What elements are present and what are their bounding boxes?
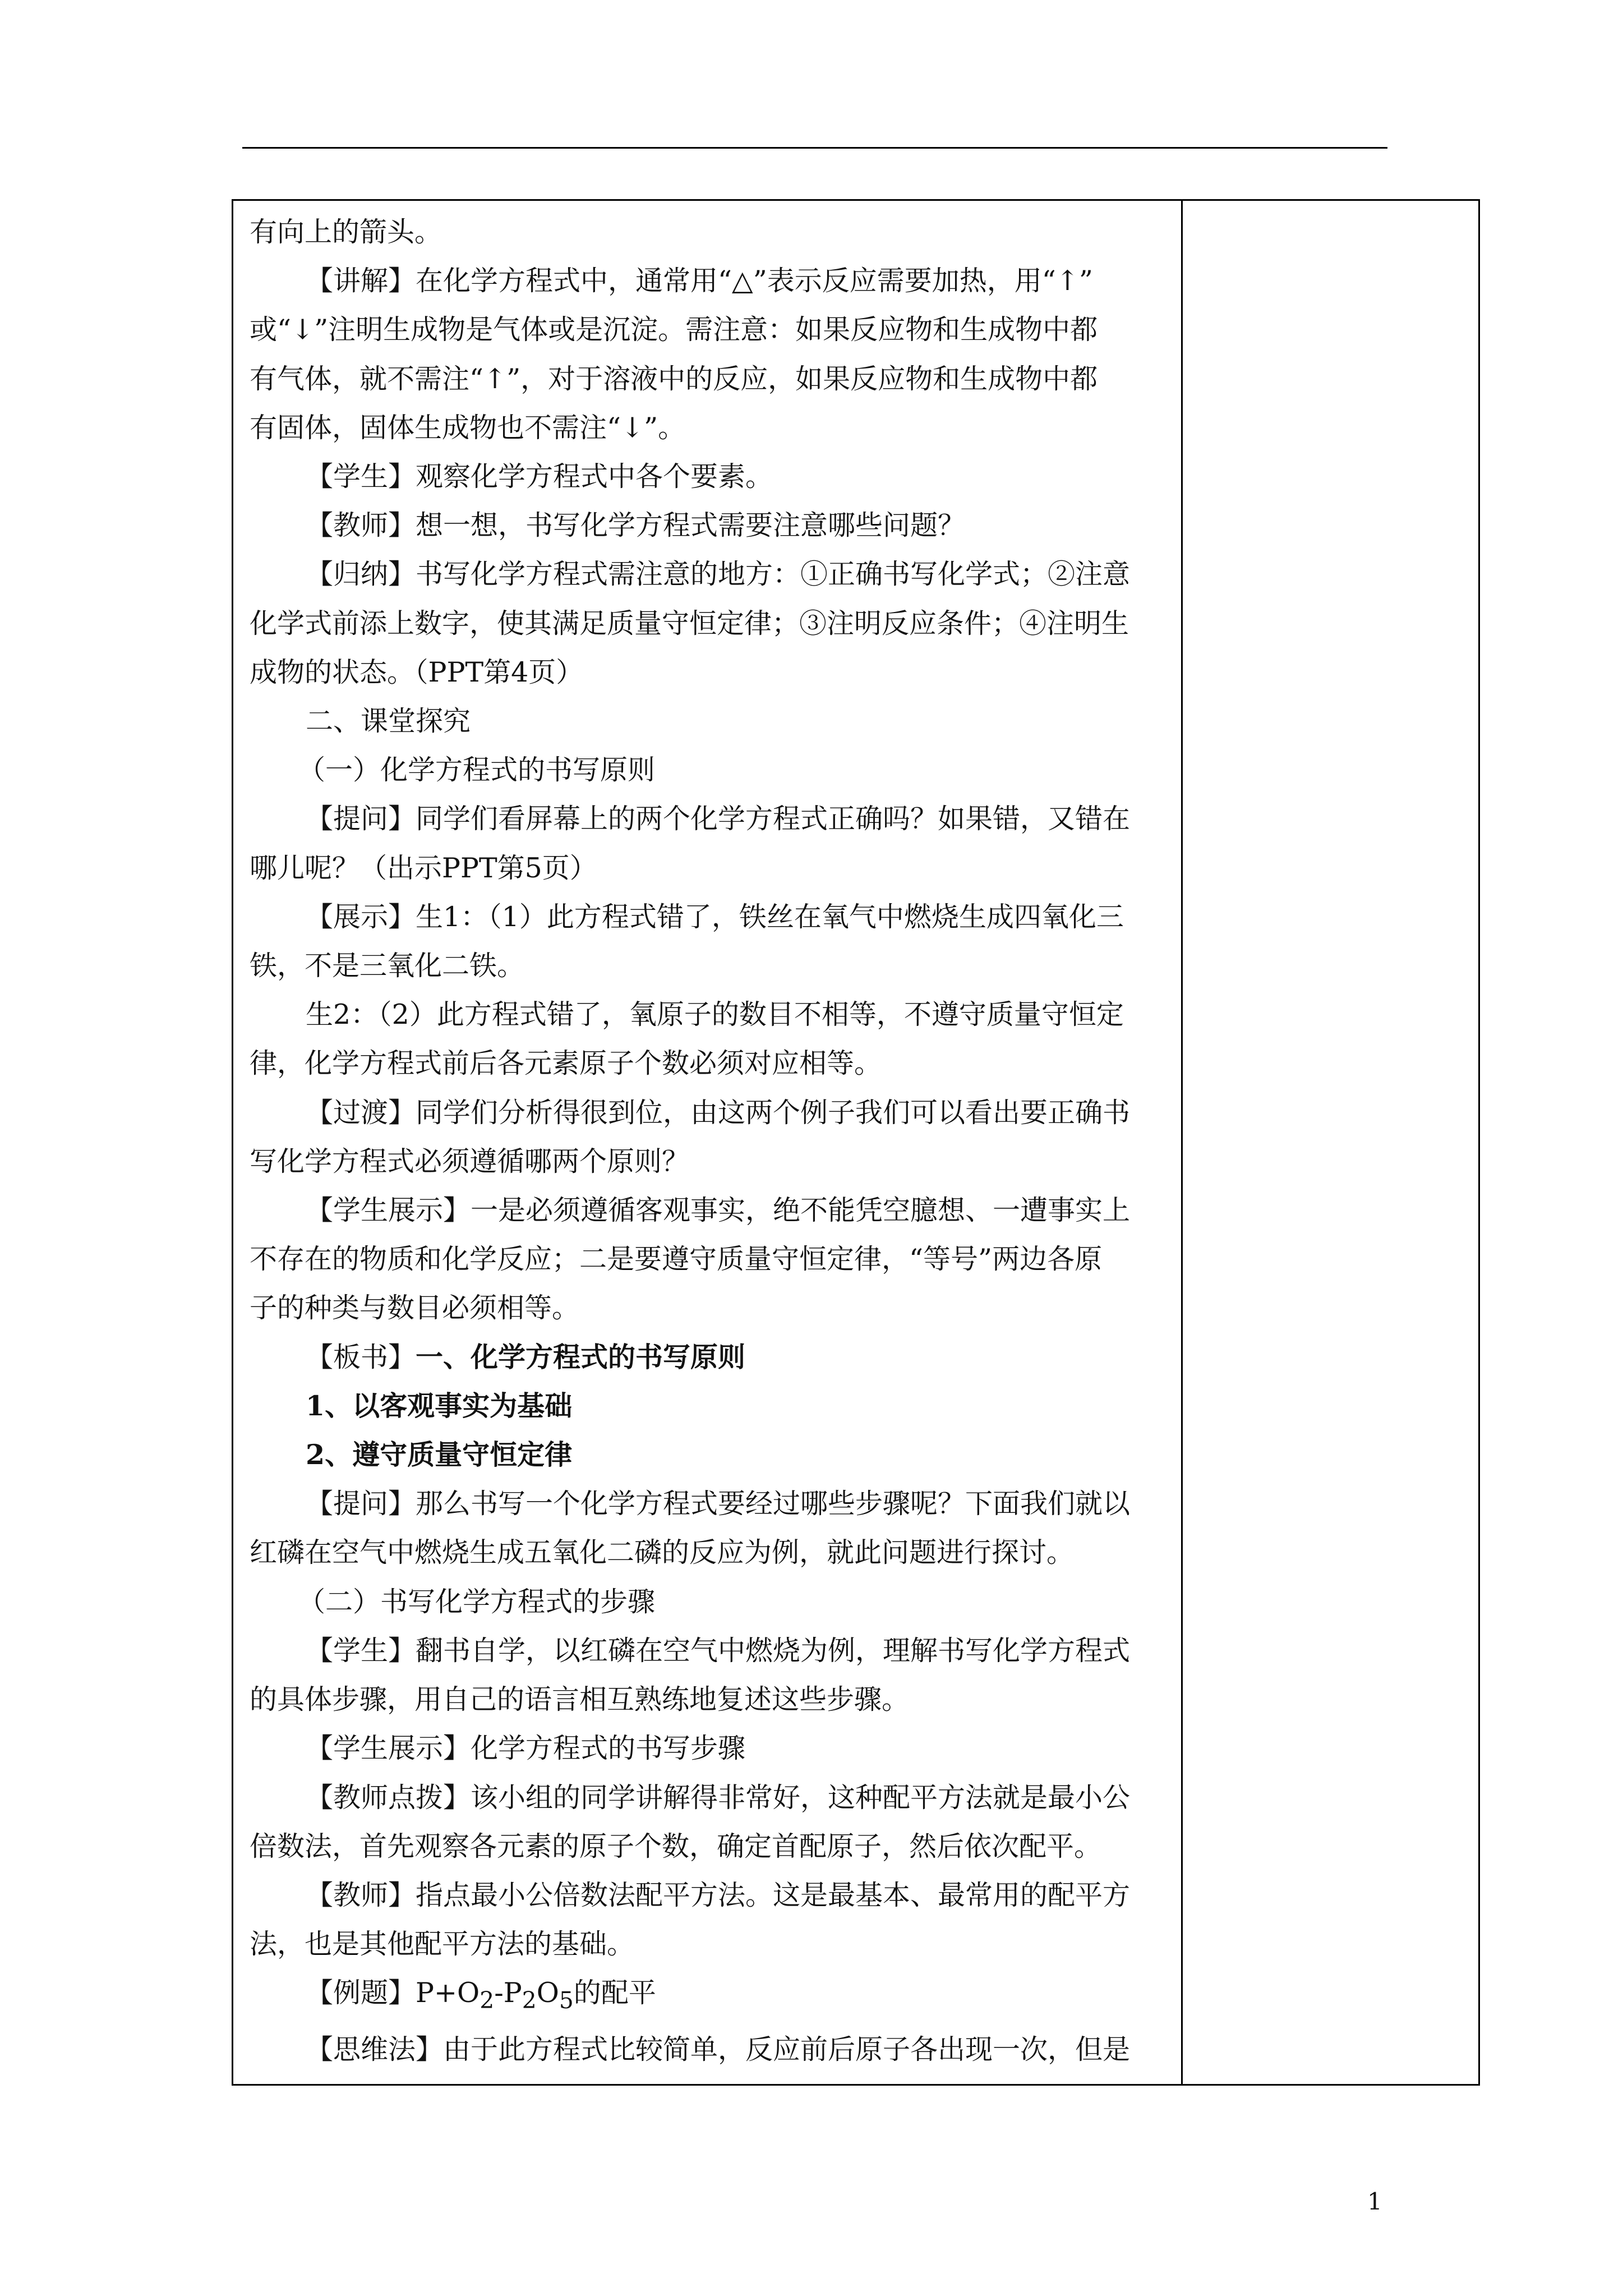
text-line: 【学生展示】一是必须遵循客观事实，绝不能凭空臆想、一遭事实上	[306, 1194, 1131, 1227]
text-line: 哪儿呢？（出示PPT第5页）	[250, 852, 597, 884]
text-line: 子的种类与数目必须相等。	[250, 1292, 580, 1324]
board-heading	[250, 1333, 1175, 1382]
equation	[416, 1977, 574, 2014]
text-line: 【过渡】同学们分析得很到位，由这两个例子我们可以看出要正确书	[306, 1096, 1131, 1129]
subsection-heading: （二）书写化学方程式的步骤	[298, 1585, 656, 1618]
board-title: 一、化学方程式的书写原则	[416, 1340, 746, 1373]
text-line: 铁，不是三氧化二铁。	[250, 950, 525, 982]
text-line: 【思维法】由于此方程式比较简单，反应前后原子各出现一次，但是	[306, 2033, 1131, 2066]
subscript: 2	[522, 1987, 537, 2014]
header-rule	[242, 147, 1387, 149]
text-line: 或“↓”注明生成物是气体或是沉淀。需注意：如果反应物和生成物中都	[250, 314, 1098, 346]
text-line: 倍数法，首先观察各元素的原子个数，确定首配原子，然后依次配平。	[250, 1830, 1102, 1862]
text-line: 成物的状态。（PPT第4页）	[250, 656, 584, 688]
section-heading: 二、课堂探究	[306, 705, 471, 738]
page-number: 1	[1367, 2188, 1382, 2215]
lesson-content	[250, 208, 1175, 2074]
board-point: 2、遵守质量守恒定律	[306, 1438, 573, 1471]
board-point: 1、以客观事实为基础	[306, 1389, 573, 1422]
subsection-heading: （一）化学方程式的书写原则	[298, 754, 656, 786]
equation-part: -P	[494, 1977, 522, 2009]
text-line: 有向上的箭头。	[250, 216, 442, 248]
text-line: 红磷在空气中燃烧生成五氧化二磷的反应为例，就此问题进行探讨。	[250, 1536, 1075, 1569]
text-line: 的具体步骤，用自己的语言相互熟练地复述这些步骤。	[250, 1683, 910, 1716]
text-line: 【提问】同学们看屏幕上的两个化学方程式正确吗？如果错，又错在	[306, 803, 1131, 835]
equation-part: P+O	[416, 1977, 480, 2009]
text-line: 有固体，固体生成物也不需注“↓”。	[250, 411, 686, 444]
text-line: 有气体，就不需注“↑”，对于溶液中的反应，如果反应物和生成物中都	[250, 362, 1098, 395]
text-line: 化学式前添上数字，使其满足质量守恒定律；③注明反应条件；④注明生	[250, 607, 1129, 639]
example-line	[250, 1968, 1175, 2025]
text-line: 【教师点拨】该小组的同学讲解得非常好，这种配平方法就是最小公	[306, 1781, 1131, 1814]
text-line: 【学生展示】化学方程式的书写步骤	[306, 1732, 746, 1765]
text-line: 【展示】生1：（1）此方程式错了，铁丝在氧气中燃烧生成四氧化三	[306, 900, 1124, 933]
text-line: 【教师】指点最小公倍数法配平方法。这是最基本、最常用的配平方	[306, 1879, 1131, 1911]
board-tag: 【板书】	[306, 1341, 416, 1373]
text-line: 【学生】翻书自学，以红磷在空气中燃烧为例，理解书写化学方程式	[306, 1634, 1131, 1667]
text-line: 【讲解】在化学方程式中，通常用“△”表示反应需要加热，用“↑”	[306, 265, 1093, 297]
equation-part: O	[536, 1977, 559, 2009]
subscript: 2	[479, 1987, 495, 2014]
text-line: 不存在的物质和化学反应；二是要遵守质量守恒定律，“等号”两边各原	[250, 1243, 1103, 1276]
text-line: 律，化学方程式前后各元素原子个数必须对应相等。	[250, 1047, 882, 1080]
text-line: 【教师】想一想，书写化学方程式需要注意哪些问题？	[306, 509, 966, 542]
lesson-table	[232, 199, 1480, 2086]
column-divider	[1181, 201, 1183, 2084]
example-tag: 【例题】	[306, 1977, 416, 2009]
text-line: 【归纳】书写化学方程式需注意的地方：①正确书写化学式；②注意	[306, 558, 1131, 591]
text-line: 【提问】那么书写一个化学方程式要经过哪些步骤呢？下面我们就以	[306, 1488, 1131, 1520]
example-tail: 的配平	[573, 1977, 656, 2009]
subscript: 5	[559, 1987, 574, 2014]
text-line: 生2：（2）此方程式错了，氧原子的数目不相等，不遵守质量守恒定	[306, 999, 1124, 1031]
text-line: 写化学方程式必须遵循哪两个原则？	[250, 1145, 690, 1177]
text-line: 法，也是其他配平方法的基础。	[250, 1928, 635, 1961]
text-line: 【学生】观察化学方程式中各个要素。	[306, 461, 773, 493]
